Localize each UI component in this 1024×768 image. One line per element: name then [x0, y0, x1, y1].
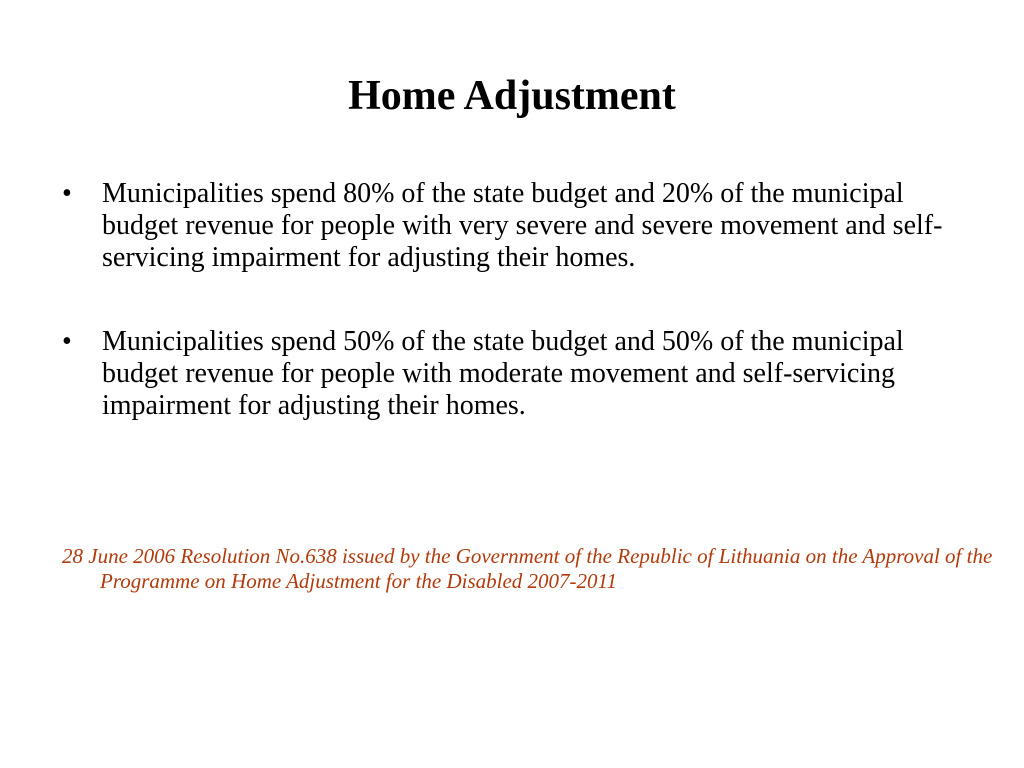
bullet-icon: • — [62, 178, 72, 209]
bullet-list — [60, 178, 970, 474]
bullet-icon: • — [62, 326, 72, 357]
slide-title: Home Adjustment — [348, 73, 676, 119]
bullet-text: Municipalities spend 80% of the state budget and 20% of the municipal budget revenue for people with very severe and severe movement and self-servicing impairment for adjusting their homes. — [102, 178, 943, 273]
reference-citation: 28 June 2006 Resolution No.638 issued by the Government of the Republic of Lithuania on the Approval of the Programme on Home Adjustment for the Disabled 2007-2011 — [62, 544, 993, 593]
bullet-item — [60, 178, 970, 274]
bullet-text: Municipalities spend 50% of the state budget and 50% of the municipal budget revenue for people with moderate movement and self-servicing impairment for adjusting their homes. — [102, 326, 904, 421]
bullet-item — [60, 326, 970, 422]
